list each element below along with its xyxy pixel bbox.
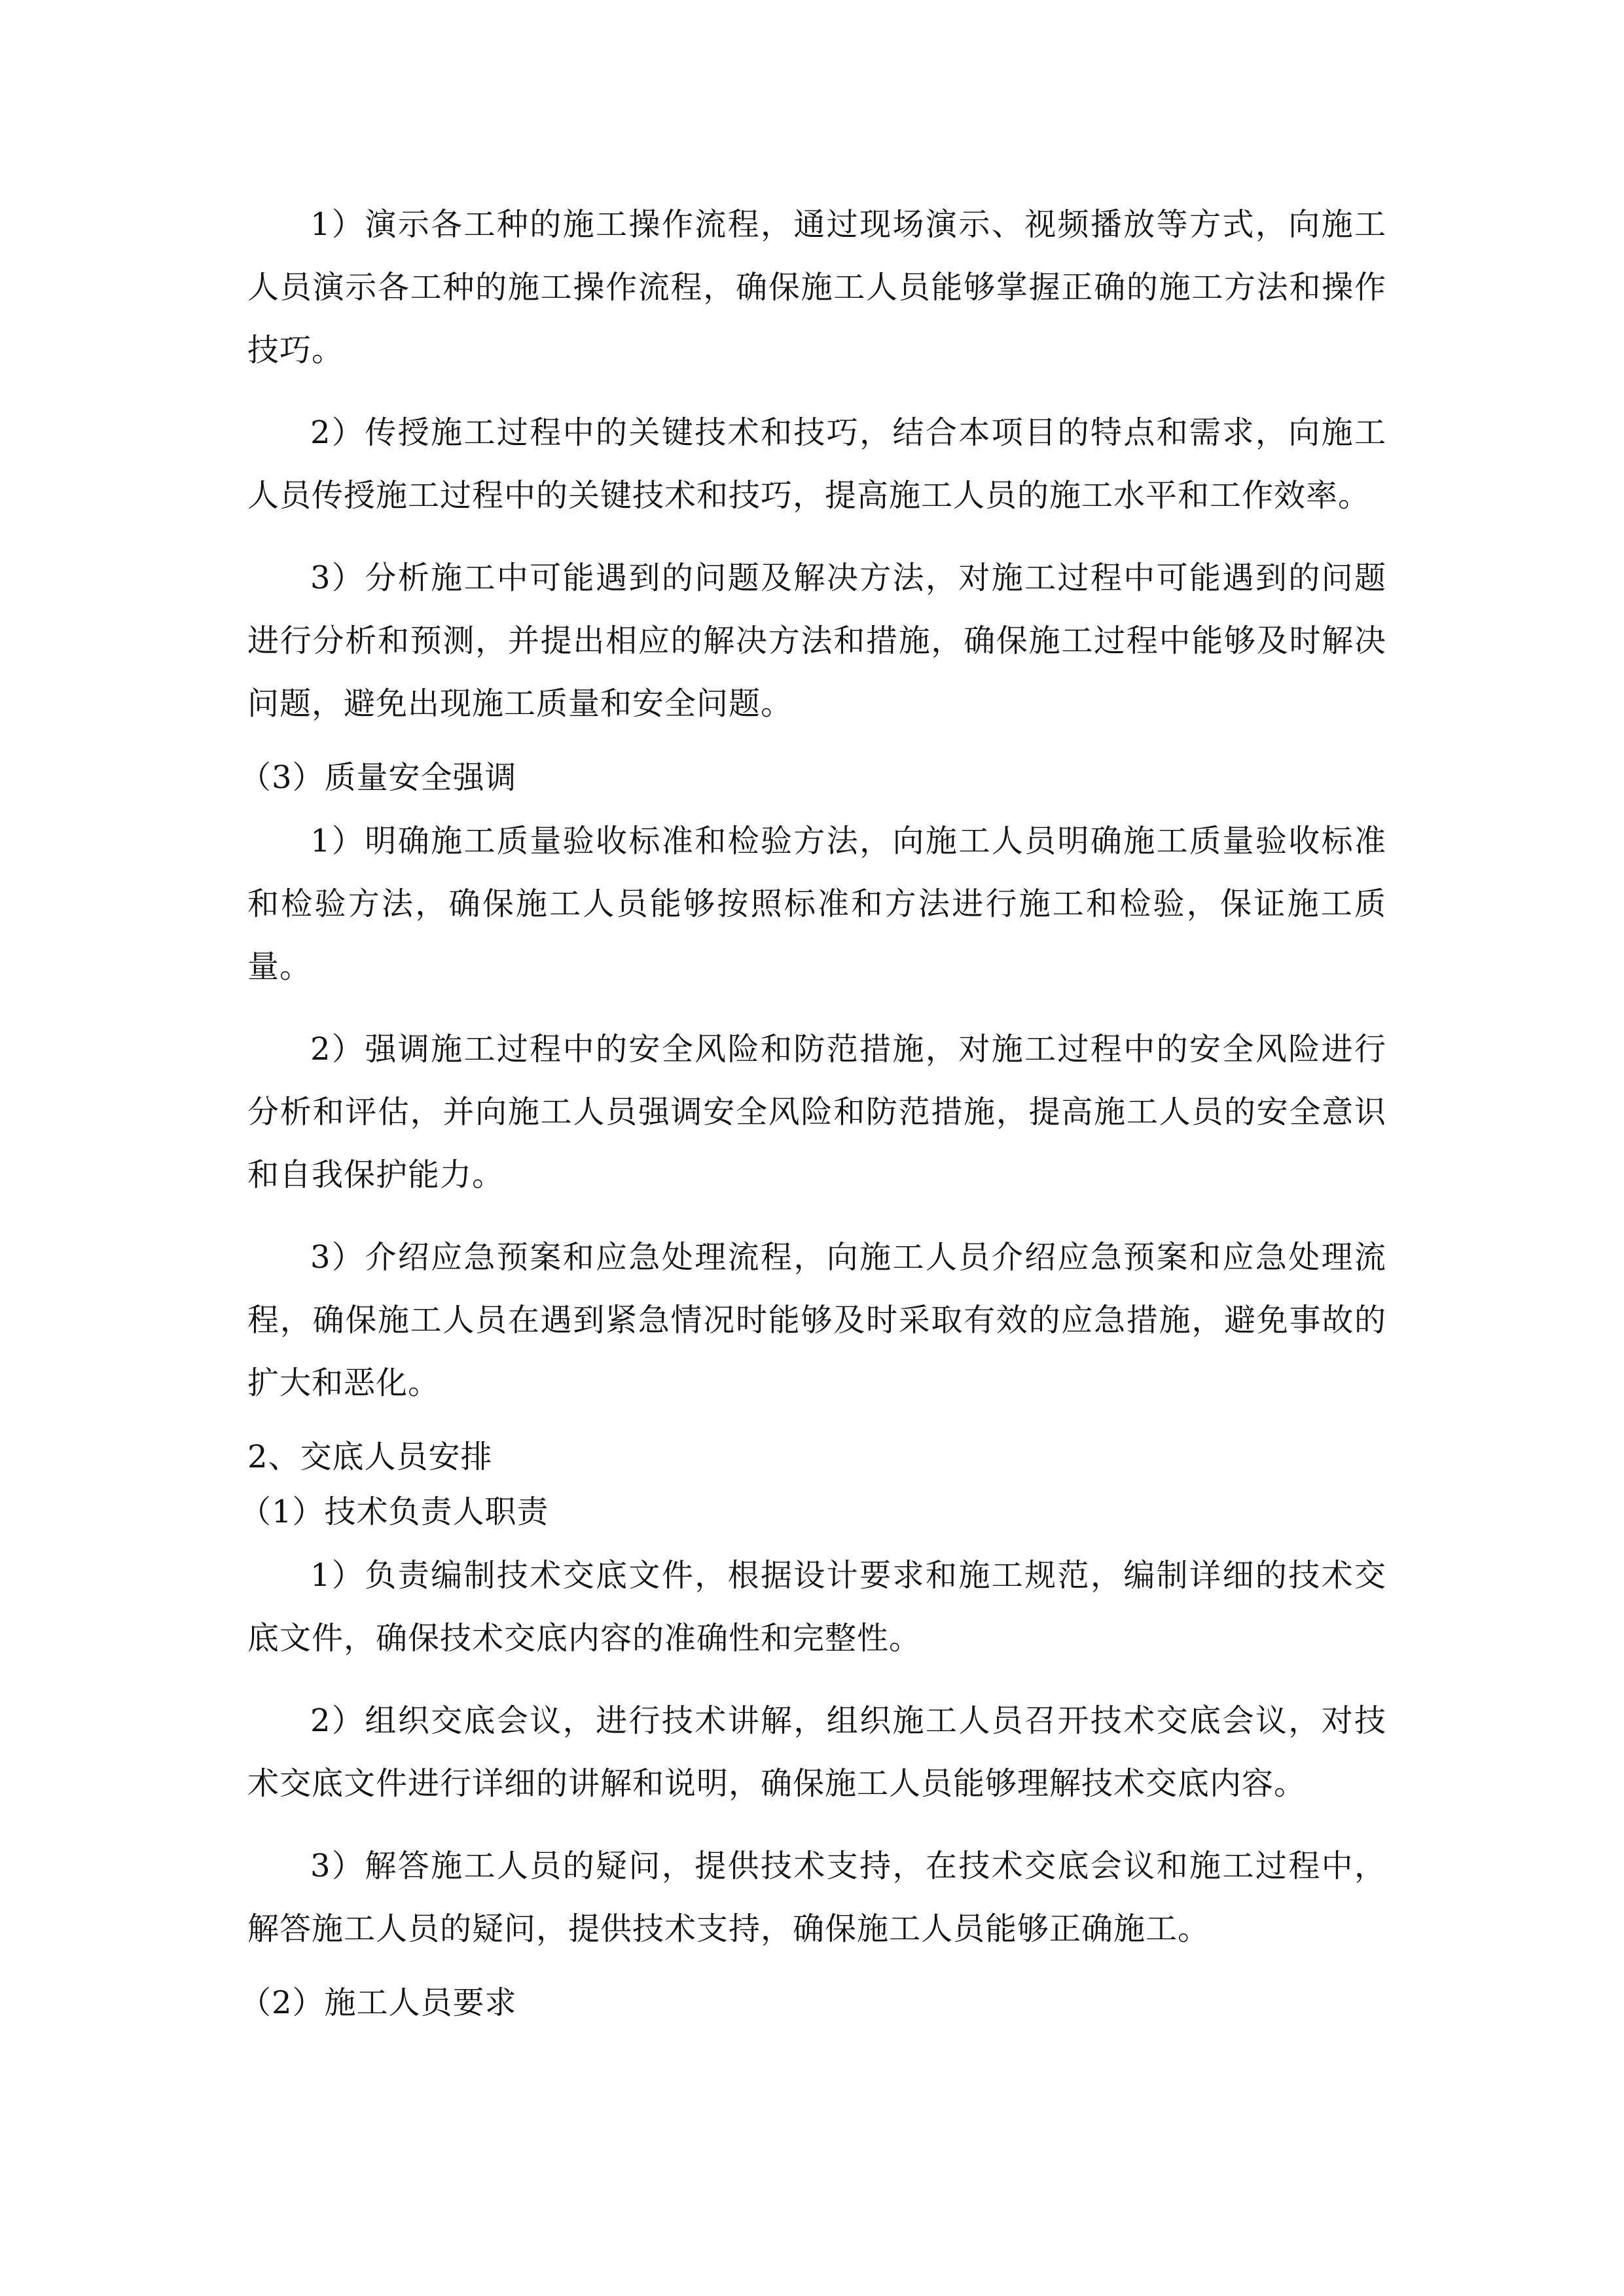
paragraph-key-techniques: 2）传授施工过程中的关键技术和技巧，结合本项目的特点和需求，向施工人员传授施工过程中的关键技术和技巧，提高施工人员的施工水平和工作效率。 bbox=[247, 414, 1386, 514]
section-heading-personnel-arrangement: 2、交底人员安排 bbox=[247, 1439, 493, 1475]
paragraph-acceptance-standards: 1）明确施工质量验收标准和检验方法，向施工人员明确施工质量验收标准和检验方法，确保施工人员能够按照标准和方法进行施工和检验，保证施工质量。 bbox=[247, 823, 1386, 985]
paragraph-demonstrate-operation-process: 1）演示各工种的施工操作流程，通过现场演示、视频播放等方式，向施工人员演示各工种的施工操作流程，确保施工人员能够掌握正确的施工方法和操作技巧。 bbox=[247, 206, 1386, 368]
paragraph-organize-meeting: 2）组织交底会议，进行技术讲解，组织施工人员召开技术交底会议，对技术交底文件进行详细的讲解和说明，确保施工人员能够理解技术交底内容。 bbox=[247, 1702, 1386, 1802]
paragraph-emergency-plan: 3）介绍应急预案和应急处理流程，向施工人员介绍应急预案和应急处理流程，确保施工人员在遇到紧急情况时能够及时采取有效的应急措施，避免事故的扩大和恶化。 bbox=[247, 1239, 1386, 1401]
paragraph-answer-questions: 3）解答施工人员的疑问，提供技术支持，在技术交底会议和施工过程中，解答施工人员的疑问，提供技术支持，确保施工人员能够正确施工。 bbox=[247, 1848, 1386, 1947]
paragraph-problem-analysis: 3）分析施工中可能遇到的问题及解决方法，对施工过程中可能遇到的问题进行分析和预测，并提出相应的解决方法和措施，确保施工过程中能够及时解决问题，避免出现施工质量和安全问题。 bbox=[247, 560, 1386, 722]
section-heading-worker-requirements: （2）施工人员要求 bbox=[240, 1984, 517, 2021]
section-heading-quality-safety: （3）质量安全强调 bbox=[240, 759, 517, 796]
section-heading-technical-lead-duties: （1）技术负责人职责 bbox=[240, 1494, 549, 1530]
paragraph-safety-risks: 2）强调施工过程中的安全风险和防范措施，对施工过程中的安全风险进行分析和评估，并向施工人员强调安全风险和防范措施，提高施工人员的安全意识和自我保护能力。 bbox=[247, 1031, 1386, 1193]
paragraph-prepare-documents: 1）负责编制技术交底文件，根据设计要求和施工规范，编制详细的技术交底文件，确保技术交底内容的准确性和完整性。 bbox=[247, 1557, 1386, 1657]
document-body bbox=[240, 193, 1386, 2035]
